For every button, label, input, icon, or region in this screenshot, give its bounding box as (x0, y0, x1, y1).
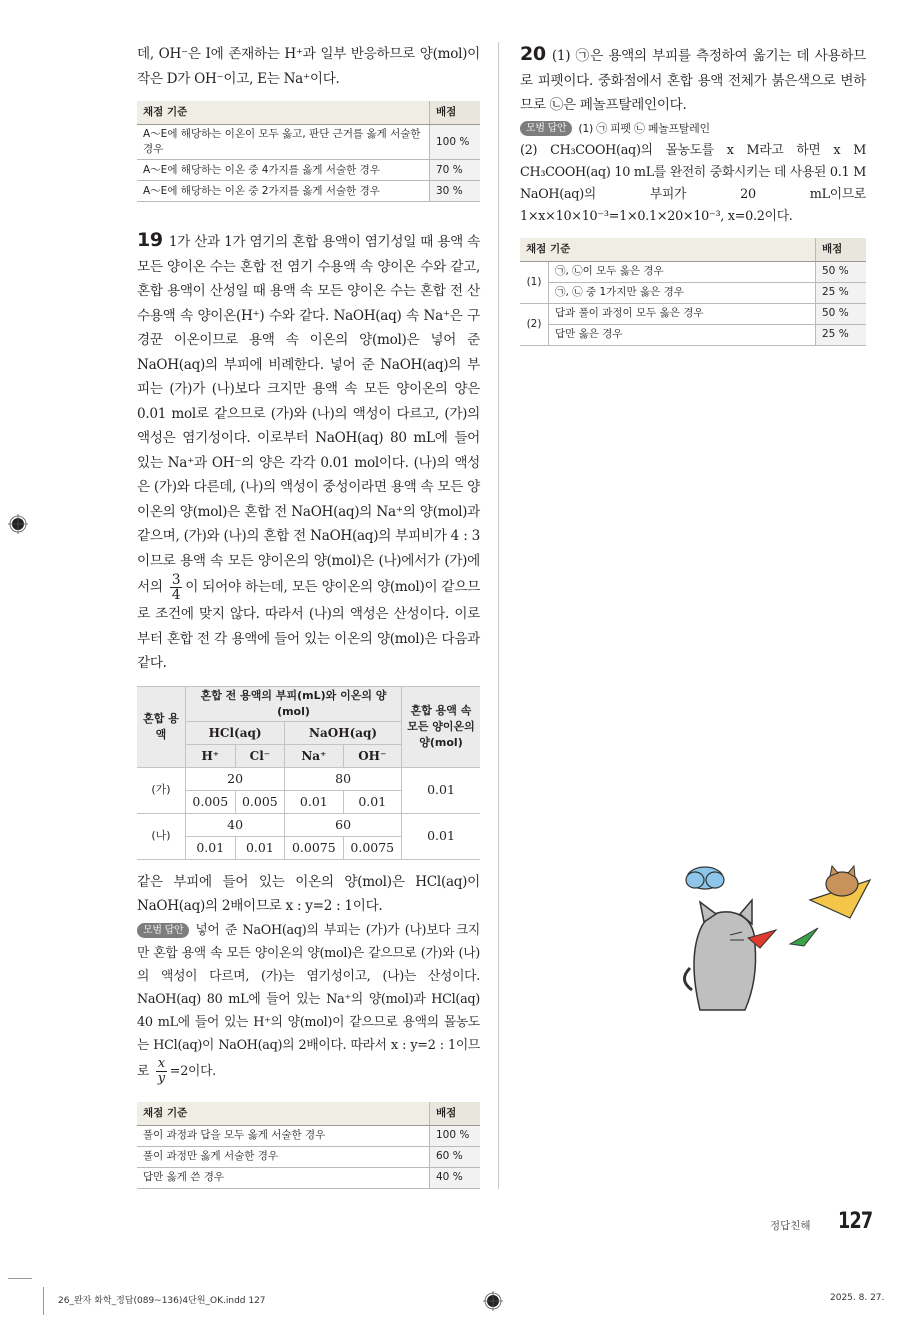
model-answer-text: 넣어 준 NaOH(aq)의 부피는 (가)가 (나)보다 크지만 혼합 용액 속 모든 양이온의 양(mol)은 같으므로 (가)와 (나)의 액성이 다르며, (가)는 염기성이고, (나)는 산성이다. NaOH(aq) 80 mL에 들어 있는 Na⁺의 양(mol)과 HCl(aq) 40 mL에 들어 있는 H⁺의 양(mol)이 같으므로 용액의 몰농도는 HCl(aq)이 NaOH(aq)의 2배이다. 따라서 x : y=2 : 1이므 (137, 922, 480, 1053)
question-number: 20 (520, 43, 546, 65)
header-volume-amount: 혼합 전 용액의 부피(mL)와 이온의 양(mol) (186, 686, 402, 721)
registration-mark-icon (483, 1291, 503, 1311)
table-row (137, 160, 480, 181)
table-row (520, 282, 866, 303)
q19-model-answer (137, 919, 480, 1086)
fraction-numerator: x (157, 1055, 165, 1071)
answer-end-pre: 로 (137, 1063, 150, 1079)
q20-model-answer (520, 118, 866, 228)
ion-amount: 0.01 (235, 836, 285, 859)
header-criteria: 채점 기준 (137, 1102, 430, 1126)
table-row (520, 324, 866, 345)
points-cell: 25 % (816, 324, 867, 345)
header-ion: H⁺ (186, 744, 236, 767)
ion-amount: 0.005 (235, 790, 285, 813)
q19-explanation: 1가 산과 1가 염기의 혼합 용액이 염기성일 때 용액 속 모든 양이온 수는 혼합 전 염기 수용액 속 양이온 수와 같고, 혼합 용액이 산성일 때 용액 속 모든 양이온 수는 혼합 전 산 수용액 속 양이온(H⁺) 수와 같다. NaOH(aq) 속 Na⁺은 구경꾼 이온이므로 용액 속 이온의 양(mol)은 넣어 준 NaOH(aq)의 부피에 비례한다. 넣어 준 NaOH(aq)의 부피는 (가)가 (나)보다 크지만 용액 속 모든 양이온의 양은 0.01 mol로 같으므로 (가)와 (나)의 액성이 다르고, (가)의 액성은 염기성이다. 이로부터 NaOH(aq) 80 mL에 들어 있는 Na⁺과 OH⁻의 양은 각각 0.01 mol이다. (나)의 액성은 (가)와 다른데, (나)의 액성이 중성이라면 용액 속 모든 양이온의 양(mol)은 혼합 전 NaOH(aq)의 Na⁺의 양(mol)과 같으며, (가)와 (나)의 혼합 전 NaOH(aq)의 부피비가 4 : 3이므로 용액 속 모든 양이온의 양(mol)은 (나)에서가 (가)에 (137, 234, 480, 569)
ion-amount: 0.0075 (285, 836, 343, 859)
criteria-cell: A～E에 해당하는 이온 중 4가지를 옳게 서술한 경우 (137, 160, 430, 181)
header-total-cations: 혼합 용액 속 모든 양이온의 양(mol) (402, 686, 481, 767)
points-cell: 60 % (430, 1146, 481, 1167)
header-ion: OH⁻ (343, 744, 401, 767)
table-row (137, 181, 480, 202)
header-mix-solution: 혼합 용액 (137, 686, 186, 767)
fraction-denominator: 4 (171, 587, 181, 603)
header-naoh: NaOH(aq) (285, 721, 402, 744)
points-cell: 70 % (430, 160, 481, 181)
points-cell: 25 % (816, 282, 867, 303)
cloud-icon (686, 867, 724, 889)
criteria-cell: A～E에 해당하는 이온 중 2가지를 옳게 서술한 경우 (137, 181, 430, 202)
header-ion: Na⁺ (285, 744, 343, 767)
criteria-cell: 답과 풀이 과정이 모두 옳은 경우 (549, 303, 816, 324)
ion-amount-table (137, 686, 480, 860)
header-criteria: 채점 기준 (520, 238, 816, 262)
crop-mark (43, 1287, 44, 1315)
header-criteria: 채점 기준 (137, 101, 430, 125)
ion-amount: 0.01 (343, 790, 401, 813)
question-19 (137, 228, 480, 676)
question-20 (520, 42, 866, 118)
row-label: (가) (137, 767, 186, 813)
criteria-cell: 풀이 과정과 답을 모두 옳게 서술한 경우 (137, 1125, 430, 1146)
header-hcl: HCl(aq) (186, 721, 285, 744)
page-number: 127 (838, 1208, 873, 1234)
points-cell: 100 % (430, 1125, 481, 1146)
criteria-cell: 풀이 과정만 옳게 서술한 경우 (137, 1146, 430, 1167)
points-cell: 30 % (430, 181, 481, 202)
ion-amount: 0.01 (285, 790, 343, 813)
right-column (520, 42, 866, 346)
answer-end-post: =2이다. (169, 1063, 216, 1079)
table-row (520, 261, 866, 282)
print-date: 2025. 8. 27. (830, 1292, 885, 1303)
model-answer-1: (1) ㉠ 피펫 ㉡ 페놀프탈레인 (578, 121, 710, 135)
criteria-table-19 (137, 1102, 480, 1189)
table-row (137, 1167, 480, 1188)
group-label: (1) (520, 261, 549, 303)
table-row (137, 813, 480, 836)
points-cell: 50 % (816, 261, 867, 282)
fraction-three-quarters (170, 573, 182, 602)
q20-explanation: (1) ㉠은 용액의 부피를 측정하여 옮기는 데 사용하므로 피펫이다. 중화점에서 혼합 용액 전체가 붉은색으로 변하므로 ㉡은 페놀프탈레인이다. (520, 48, 866, 113)
criteria-table-20 (520, 238, 866, 346)
criteria-cell: 답만 옳게 쓴 경우 (137, 1167, 430, 1188)
registration-mark-icon (8, 514, 28, 534)
ion-amount: 0.005 (186, 790, 236, 813)
ion-amount: 0.01 (186, 836, 236, 859)
row-label: (나) (137, 813, 186, 859)
file-name: 26_완자 화학_정답(089~136)4단원_OK.indd 127 (58, 1295, 266, 1306)
model-answer-2: (2) CH₃COOH(aq)의 몰농도를 x M라고 하면 x M CH₃COOH(aq) 10 mL를 완전히 중화시키는 데 사용된 0.1 M NaOH(aq)의 부피가 20 mL이므로 1×x×10×10⁻³=1×0.1×20×10⁻³, x=0.2이다. (520, 142, 866, 224)
green-paper-plane-icon (790, 928, 818, 946)
brown-cat-icon (826, 866, 858, 896)
points-cell: 100 % (430, 125, 481, 160)
q19-text-pre: 서의 (137, 579, 163, 595)
criteria-cell: ㉠, ㉡이 모두 옳은 경우 (549, 261, 816, 282)
gray-cat-icon (684, 900, 755, 1010)
model-answer-badge: 모범 답안 (520, 121, 572, 136)
q19-conclusion: 같은 부피에 들어 있는 이온의 양(mol)은 HCl(aq)이 NaOH(aq)의 2배이므로 x : y=2 : 1이다. (137, 873, 480, 914)
fraction-denominator: y (157, 1070, 165, 1086)
naoh-volume: 60 (285, 813, 402, 836)
total-cations: 0.01 (402, 813, 481, 859)
column-divider (498, 42, 499, 1189)
footer (0, 1189, 900, 1324)
points-cell: 40 % (430, 1167, 481, 1188)
two-column-body (0, 42, 900, 1189)
cats-paper-plane-illustration (670, 840, 880, 1020)
header-points: 배점 (430, 1102, 481, 1126)
left-column (137, 42, 480, 1189)
table-row (137, 767, 480, 790)
q19-text-post: 이 되어야 하는데, 모든 양이온의 양(mol)이 같으므로 조건에 맞지 않다. 따라서 (나)의 액성은 산성이다. 이로부터 혼합 전 각 용액에 들어 있는 이온의 양(mol)은 다음과 같다. (137, 579, 480, 671)
hcl-volume: 20 (186, 767, 285, 790)
section-label: 정답친해 (770, 1219, 811, 1232)
table-row (137, 1146, 480, 1167)
header-points: 배점 (430, 101, 481, 125)
hcl-volume: 40 (186, 813, 285, 836)
intro-text: 데, OH⁻은 I에 존재하는 H⁺과 일부 반응하므로 양(mol)이 작은 D가 OH⁻이고, E는 Na⁺이다. (137, 46, 480, 87)
points-cell: 50 % (816, 303, 867, 324)
table-row (520, 303, 866, 324)
fraction-x-over-y (156, 1057, 167, 1086)
header-points: 배점 (816, 238, 867, 262)
criteria-cell: 답만 옳은 경우 (549, 324, 816, 345)
question-number: 19 (137, 229, 163, 251)
criteria-cell: ㉠, ㉡ 중 1가지만 옳은 경우 (549, 282, 816, 303)
ion-amount: 0.0075 (343, 836, 401, 859)
criteria-table-1 (137, 101, 480, 202)
model-answer-badge: 모범 답안 (137, 923, 189, 938)
group-label: (2) (520, 303, 549, 345)
naoh-volume: 80 (285, 767, 402, 790)
total-cations: 0.01 (402, 767, 481, 813)
fraction-numerator: 3 (171, 572, 181, 588)
table-row (137, 1125, 480, 1146)
criteria-cell: A～E에 해당하는 이온이 모두 옳고, 판단 근거를 옳게 서술한 경우 (137, 125, 430, 160)
table-row (137, 125, 480, 160)
header-ion: Cl⁻ (235, 744, 285, 767)
crop-mark (8, 1278, 32, 1279)
